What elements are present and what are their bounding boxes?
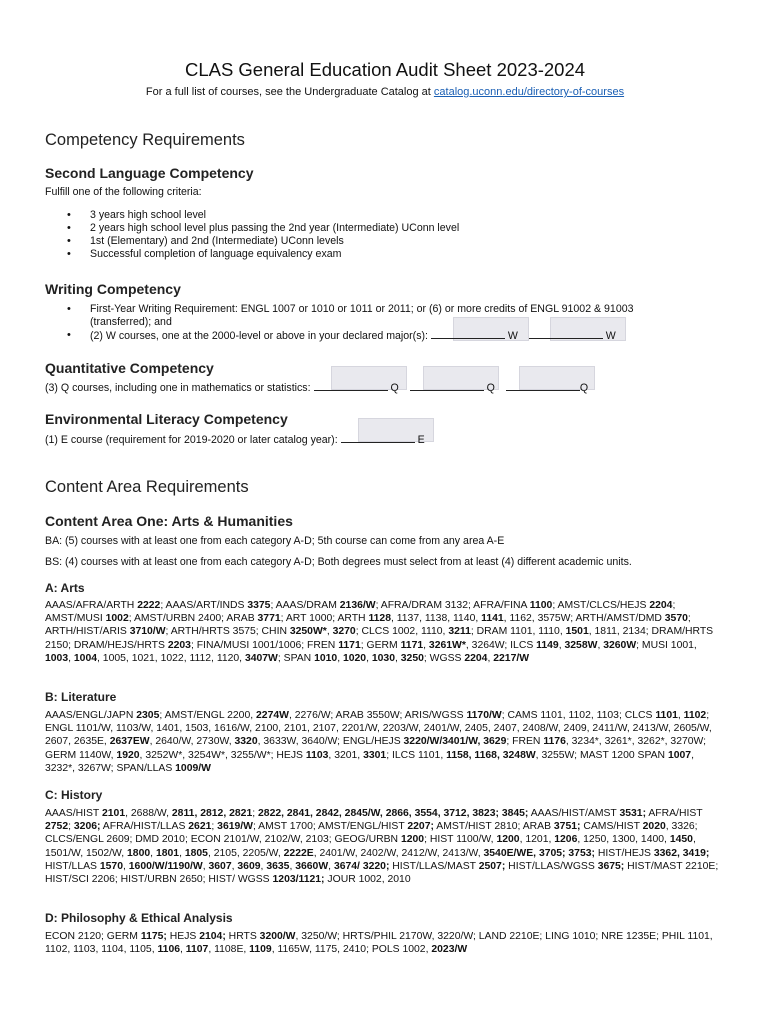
course-number-bold: 3220/W/3401/W, 3629 [403,736,507,748]
course-number-bold: 1171 [338,639,361,651]
course-number-bold: 1176 [543,736,566,748]
course-number-bold: 1128 [368,613,391,625]
course-number-bold: 3362, 3419; [653,847,710,859]
course-number-bold: 2305 [136,710,160,721]
course-number-bold: 1200 [400,834,425,846]
course-text: , [326,626,333,638]
course-text: , 1108E, [208,944,250,956]
course-number-bold: 2274W [256,710,289,721]
list-item [45,329,745,343]
course-text: , 3250/W; HRTS/PHIL 2170W, 3220/W; LAND 2210E; LING 1010; NRE 1235E; PHIL 1101, 1102, 1103, 1104, 1105, [45,931,713,956]
course-number-bold: 2101 [101,808,126,819]
course-number-bold: 1175; [140,931,167,942]
course-number-bold: 2217/W [493,652,530,664]
course-text: , 3201, [328,749,364,761]
course-number-bold: 3261W* [428,639,466,651]
course-text: , [179,847,185,859]
list-item: • 2 years high school level plus passing the 2nd year (Intermediate) UConn level [45,222,745,235]
course-number-bold: 1010 [314,652,338,664]
course-number-bold: 1102 [683,710,707,721]
course-number-bold: 3301 [363,749,387,761]
course-number-bold: 1106 [157,944,181,956]
course-text: , [423,639,429,651]
course-number-bold: 2020 [642,821,666,833]
course-text: , [68,652,74,664]
list-item: • 3 years high school level [45,209,745,222]
course-text: ; AAAS/DRAM [270,600,340,611]
course-text: ; AMST/URBN 2400; ARAB [128,613,258,625]
course-text: , 2401/W, 2402/W, 2412/W, 2413/W, [313,847,484,859]
course-text: , 2276/W; ARAB 3550W; ARIS/WGSS [288,710,467,721]
course-text: , [366,652,372,664]
course-number-bold: 1109 [249,944,272,956]
course-text: , 3264W; ILCS [465,639,537,651]
course-text: ; AMST/CLCS/HEJS [552,600,650,611]
list-item [45,303,745,329]
course-number-bold: 3619/W [217,821,253,833]
course-text: , 3326; CLCS/ENGL 2609; DMD 2010; ECON 2101/W, 2102/W, 2103; GEOG/URBN [45,821,698,846]
course-number-bold: 2203 [167,639,191,651]
course-text: , [487,652,494,664]
course-text: , [289,860,296,872]
course-text: , [328,860,334,872]
course-number-bold: 2822, 2841, 2842, 2845/W, 2866, 3554, 3712, 3823; 3845; [258,808,529,819]
course-text: ; ILCS 1101, [386,749,447,761]
course-text: ; ARTH/HRTS 3575; CHIN [165,626,290,638]
subtitle-text: For a full list of courses, see the Undergraduate Catalog at [145,86,434,98]
course-number-bold: 2637EW [109,736,150,748]
course-number-bold: 1570 [99,860,123,872]
course-number-bold: 1800 [127,847,151,859]
course-number-bold: 2507; [478,860,506,872]
course-number-bold: 1100 [529,600,553,611]
course-number-bold: 1107 [185,944,209,956]
course-number-bold: 3660W [295,860,329,872]
course-text: , 1201, [519,834,555,846]
course-text: HRTS [225,931,260,942]
course-number-bold: 2222 [137,600,161,611]
course-text: , [123,860,129,872]
course-text: , 1005, 1021, 1022, 1112, 1120, [97,652,245,664]
quantitative-text [45,381,588,395]
q-blank-3 [506,381,580,391]
environmental-label: (1) E course (requirement for 2019-2020 or later catalog year): [45,434,338,446]
course-number-bold: 3751; [553,821,581,833]
course-number-bold: 2104; [199,931,226,942]
course-number-bold: 1009/W [175,762,211,774]
course-text: ECON 2120; GERM [45,931,141,942]
course-number-bold: 1141 [481,613,504,625]
course-text: , [558,639,565,651]
course-text: , 1250, 1300, 1400, [577,834,670,846]
course-text: CAMS/HIST [580,821,643,833]
course-number-bold: 3206; [73,821,101,833]
course-number-bold: 3710/W [129,626,166,638]
catalog-link[interactable]: catalog.uconn.edu/directory-of-courses [433,86,625,98]
course-text: , 2688/W, [125,808,172,819]
category-a-courses [45,599,725,665]
course-text: HIST/LLAS/MAST [389,860,479,872]
course-number-bold: 1020 [342,652,367,664]
course-text: ; FREN [506,736,544,748]
course-text: JOUR 1002, 2010 [324,874,411,886]
course-number-bold: 1801 [155,847,180,859]
course-text: AFRA/HIST/LLAS [100,821,189,833]
area-one-heading: Content Area One: Arts & Humanities [45,513,293,529]
course-text: ; DRAM 1101, 1110, [470,626,566,638]
course-text: AAAS/ENGL/JAPN [45,710,137,721]
writing-blank-1 [431,329,505,339]
course-text: , 1137, 1138, 1140, [391,613,482,625]
e-blank-1 [341,433,415,443]
course-text: , [260,860,267,872]
course-number-bold: 1206 [554,834,578,846]
course-text: , 3252W*, 3254W*, 3255/W*; HEJS [139,749,306,761]
course-text: ; WGSS [423,652,465,664]
list-item: • 1st (Elementary) and 2nd (Intermediate) UConn levels [45,235,745,248]
course-text: HEJS [166,931,200,942]
course-text: ; HIST 1100/W, [424,834,497,846]
course-text: ; [211,821,218,833]
course-number-bold: 1101 [655,710,678,721]
course-text: ; AAAS/ART/INDS [160,600,248,611]
course-number-bold: 2204 [649,600,673,611]
course-text: ; CLCS 1002, 1110, [355,626,449,638]
q-suffix: Q [486,382,495,394]
course-number-bold: 3270 [332,626,356,638]
environmental-text [45,433,425,447]
course-number-bold: 1030 [371,652,395,664]
course-text: ; ENGL 1101/W, 1103/W, 1401, 1503, 1616/W, 2100, 2101, 2107, 2201/W, 2203/W, 2401/W, 2405, 2407, 2408/W, 2409, 2411/W, 2413/W, 2605/W, 2607, 2635E, [45,710,712,748]
q-suffix: Q [579,382,589,394]
course-text: , [677,710,684,721]
course-number-bold: 3570 [664,613,688,625]
course-text: , [180,944,186,956]
environmental-heading: Environmental Literacy Competency [45,411,288,427]
course-text: , [202,860,209,872]
course-text: , [395,652,401,664]
course-text: , [231,860,238,872]
category-c-courses [45,807,725,886]
course-text: , 3234*, 3261*, 3262*, 3270W; GERM 1140W, [45,736,707,761]
course-text: , 3255W; MAST 1200 SPAN [535,749,668,761]
course-text: ; AFRA/DRAM 3132; AFRA/FINA [375,600,530,611]
course-number-bold: 3211 [448,626,471,638]
course-number-bold: 1450 [669,834,693,846]
course-number-bold: 1171 [400,639,424,651]
course-text: , [337,652,343,664]
category-a-heading: A: Arts [45,581,85,595]
course-text: , 1162, 3575W; ARTH/AMST/DMD [503,613,665,625]
course-number-bold: 3258W [564,639,598,651]
course-text: ; AMST/MUSI [45,600,676,625]
course-text: , 3633W, 3640/W; ENGL/HEJS [257,736,404,748]
course-text: ; ART 1000; ARTH [280,613,369,625]
course-text: , 1501/W, 1502/W, [45,834,696,859]
course-number-bold: 3607 [208,860,232,872]
course-number-bold: 3250W* [289,626,327,638]
course-text: , 2105, 2205/W, [207,847,284,859]
course-number-bold: 1004 [73,652,98,664]
course-number-bold: 1103 [305,749,329,761]
writing-item-2: (2) W courses, one at the 2000-level or above in your declared major(s): [90,330,428,342]
course-number-bold: 2204 [464,652,488,664]
list-item: • Successful completion of language equivalency exam [45,248,745,261]
course-text: ; AMST/ENGL 2200, [159,710,257,721]
course-text: , 1811, 2134; DRAM/HRTS 2150; DRAM/HEJS/HRTS [45,626,714,651]
course-text: ; CAMS 1101, 1102, 1103; CLCS [501,710,656,721]
course-text: , 1165W, 1175, 2410; POLS 1002, [271,944,432,956]
course-number-bold: 2207; [407,821,434,833]
page-title: CLAS General Education Audit Sheet 2023-2024 [184,59,586,80]
content-area-heading: Content Area Requirements [45,478,249,496]
course-number-bold: 2222E [283,847,314,859]
course-number-bold: 2621 [188,821,212,833]
competency-heading: Competency Requirements [45,131,245,149]
course-number-bold: 1203/1121; [272,874,325,886]
second-language-intro: Fulfill one of the following criteria: [45,186,202,198]
writing-blank-2 [529,329,603,339]
course-number-bold: 2811, 2812, 2821 [171,808,253,819]
category-d-heading: D: Philosophy & Ethical Analysis [45,911,233,925]
writing-list [45,303,745,343]
course-text: ; FINA/MUSI 1001/1006; FREN [190,639,339,651]
course-number-bold: 1501 [565,626,589,638]
course-number-bold: 1003 [45,652,69,664]
page-subtitle [0,86,770,98]
course-number-bold: 2023/W [431,944,468,956]
course-number-bold: 1200 [496,834,520,846]
quantitative-label: (3) Q courses, including one in mathematics or statistics: [45,382,311,394]
course-text: ; [68,821,74,833]
course-text: HIST/MAST 2210E; HIST/SCI 2206; HIST/URBN 2650; HIST/ WGSS [45,860,719,886]
writing-item-1-line-1: First-Year Writing Requirement: ENGL 1007 or 1010 or 1011 or 2011; or (6) or more credits of ENGL 91002 & 91003 [90,303,634,315]
course-number-bold: 1158, 1168, 3248W [446,749,536,761]
course-number-bold: 3250 [400,652,424,664]
course-text: AFRA/HIST [646,808,703,819]
course-text: ; GERM [360,639,401,651]
ba-requirement: BA: (5) courses with at least one from each category A-D; 5th course can come from any area A-E [45,535,505,547]
course-number-bold: 1149 [536,639,559,651]
course-number-bold: 1007 [667,749,692,761]
course-text: , 2640/W, 2730W, [149,736,235,748]
category-d-courses [45,930,725,956]
course-text: AAAS/AFRA/ARTH [45,600,138,611]
course-text: , 3232*, 3267W; SPAN/LLAS [45,749,694,774]
course-text: , [597,639,604,651]
course-number-bold: 3407W [244,652,278,664]
course-number-bold: 1920 [116,749,140,761]
course-number-bold: 1170/W [466,710,502,721]
q-suffix: Q [390,382,399,394]
course-number-bold: 3771 [257,613,281,625]
writing-suffix-w: W [605,330,616,342]
bs-requirement: BS: (4) courses with at least one from each category A-D; Both degrees must select from at least (4) different academic units. [45,556,632,568]
course-number-bold: 3375 [247,600,271,611]
category-b-courses [45,709,725,775]
course-number-bold: 3674/ 3220; [333,860,390,872]
course-text: ; SPAN [277,652,315,664]
course-number-bold: 3609 [237,860,261,872]
course-number-bold: 1002 [105,613,129,625]
quantitative-heading: Quantitative Competency [45,360,214,376]
q-blank-1 [314,381,388,391]
course-number-bold: 2136/W [339,600,376,611]
course-number-bold: 3675; [597,860,625,872]
course-number-bold: 2752 [45,821,69,833]
course-number-bold: 3200/W [259,931,296,942]
writing-heading: Writing Competency [45,281,181,297]
q-blank-2 [410,381,484,391]
course-text: AAAS/HIST/AMST [528,808,620,819]
course-number-bold: 1600/W/1190/W [128,860,203,872]
course-text: ; ARTH/HIST/ARIS [45,613,691,638]
course-text: ; [252,808,259,819]
course-number-bold: 1805 [184,847,208,859]
course-number-bold: 3531; [619,808,647,819]
course-number-bold: 3635 [266,860,290,872]
course-number-bold: 3320 [234,736,258,748]
course-text: HIST/LLAS [45,860,100,872]
course-number-bold: 3260W [603,639,637,651]
course-text: , [150,847,156,859]
course-text: ; AMST 1700; AMST/ENGL/HIST [252,821,408,833]
course-number-bold: 3540E/WE, 3705; 3753; [483,847,595,859]
category-c-heading: C: History [45,788,103,802]
writing-item-1-line-2: (transferred); and [90,316,172,328]
e-suffix: E [417,434,425,446]
course-text: ; MUSI 1001, [636,639,697,651]
second-language-list [45,209,745,261]
course-text: HIST/HEJS [594,847,654,859]
writing-suffix-w: W [507,330,518,342]
course-text: HIST/LLAS/WGSS [505,860,598,872]
category-b-heading: B: Literature [45,690,117,704]
course-text: AAAS/HIST [45,808,102,819]
course-text: AMST/HIST 2810; ARAB [433,821,554,833]
second-language-heading: Second Language Competency [45,165,254,181]
